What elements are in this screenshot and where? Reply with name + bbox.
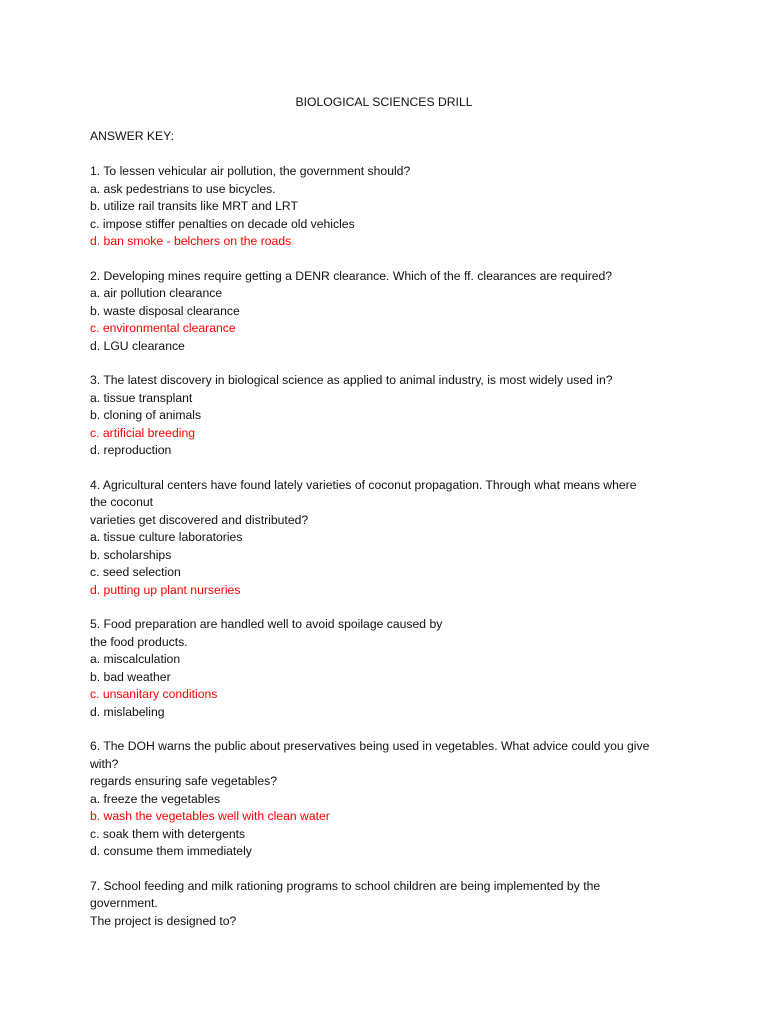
answer-option: b. utilize rail transits like MRT and LRT (90, 199, 298, 213)
answer-option: b. scholarships (90, 547, 172, 562)
document-title: BIOLOGICAL SCIENCES DRILL (295, 95, 473, 109)
correct-answer-option: c. environmental clearance (90, 321, 236, 335)
question-text: the coconut (90, 495, 154, 509)
question-text: 4. Agricultural centers have found lately varieties of coconut propagation. Through what means where (90, 477, 637, 492)
correct-answer-option: c. artificial breeding (90, 425, 195, 440)
question-list (90, 163, 670, 947)
question-text: varieties get discovered and distributed? (90, 512, 309, 527)
answer-option: d. consume them immediately (90, 844, 252, 858)
correct-answer-option: d. putting up plant nurseries (90, 582, 241, 597)
question-block (90, 268, 670, 356)
answer-option: b. bad weather (90, 669, 171, 684)
question-block (90, 163, 670, 251)
answer-option: b. cloning of animals (90, 408, 202, 422)
answer-option: c. seed selection (90, 565, 181, 579)
answer-option: c. impose stiffer penalties on decade old vehicles (90, 216, 355, 231)
answer-option: a. freeze the vegetables (90, 791, 221, 806)
answer-option: c. soak them with detergents (90, 826, 246, 841)
answer-option: a. ask pedestrians to use bicycles. (90, 181, 276, 196)
question-text: 6. The DOH warns the public about preservatives being used in vegetables. What advice could you give (90, 739, 650, 753)
question-text: 2. Developing mines require getting a DENR clearance. Which of the ff. clearances are required? (90, 268, 613, 283)
question-text: with? (90, 756, 119, 771)
question-text: government. (90, 896, 158, 910)
question-text: 7. School feeding and milk rationing programs to school children are being implemented by the (90, 878, 601, 893)
question-block (90, 477, 670, 600)
question-text: regards ensuring safe vegetables? (90, 774, 277, 788)
question-block (90, 878, 670, 931)
correct-answer-option: b. wash the vegetables well with clean water (90, 809, 330, 823)
answer-option: d. mislabeling (90, 704, 165, 719)
question-text: 5. Food preparation are handled well to avoid spoilage caused by (90, 617, 443, 631)
question-text: 1. To lessen vehicular air pollution, the government should? (90, 164, 411, 178)
question-block (90, 616, 670, 721)
answer-option: a. air pollution clearance (90, 286, 223, 300)
question-text: 3. The latest discovery in biological science as applied to animal industry, is most widely used in? (90, 373, 613, 387)
answer-option: b. waste disposal clearance (90, 303, 240, 318)
correct-answer-option: d. ban smoke - belchers on the roads (90, 234, 292, 248)
question-block (90, 738, 670, 861)
answer-option: d. reproduction (90, 443, 172, 457)
question-text: the food products. (90, 634, 188, 649)
question-block (90, 372, 670, 460)
answer-key-label: ANSWER KEY: (90, 129, 174, 143)
answer-option: d. LGU clearance (90, 338, 185, 353)
question-text: The project is designed to? (90, 913, 237, 928)
answer-option: a. tissue transplant (90, 390, 193, 405)
answer-option: a. tissue culture laboratories (90, 530, 243, 544)
answer-option: a. miscalculation (90, 652, 181, 666)
correct-answer-option: c. unsanitary conditions (90, 687, 218, 701)
